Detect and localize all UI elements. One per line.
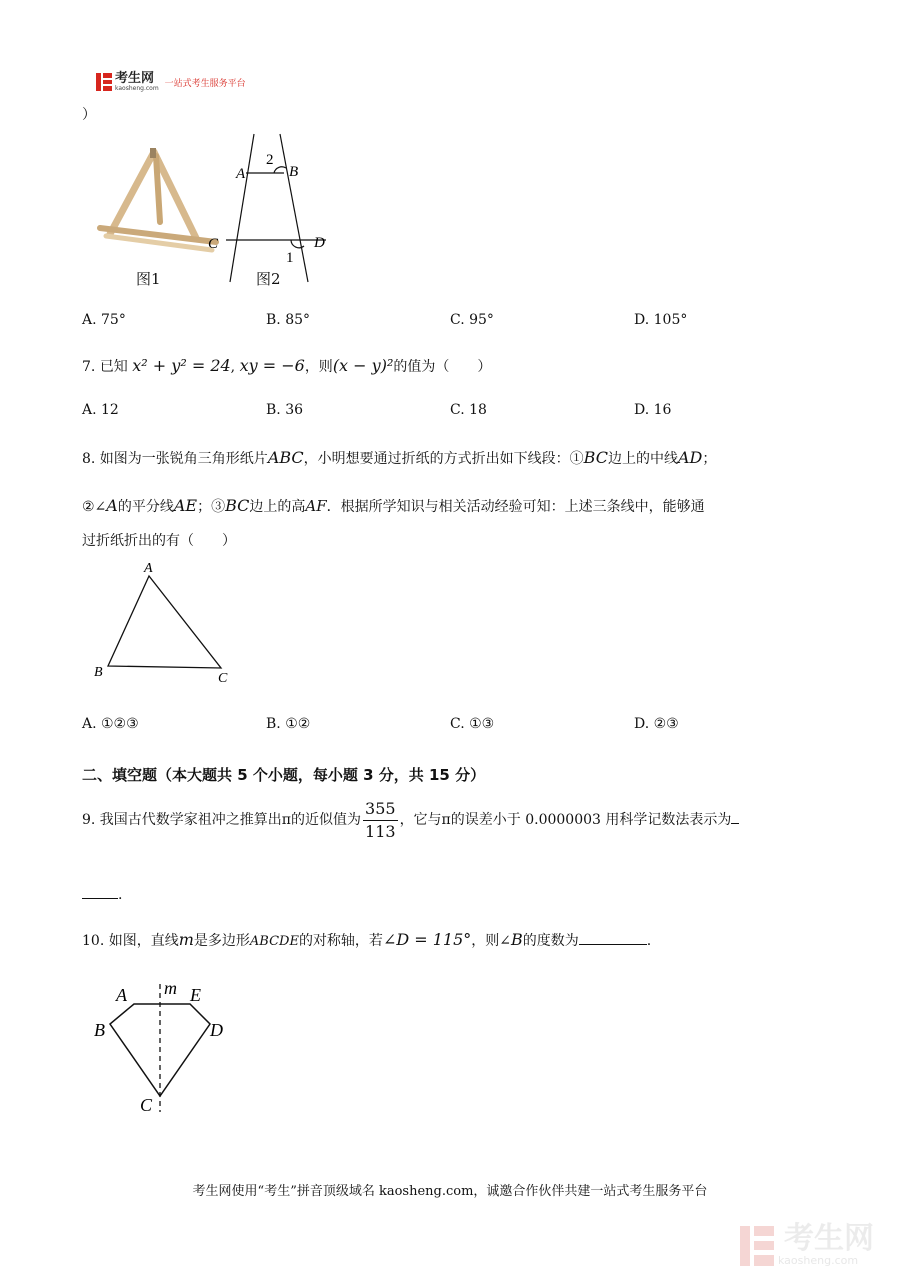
q8-text: ； [702, 451, 717, 467]
q7-post: 的值为（ ） [393, 359, 492, 375]
watermark-domain: kaosheng.com [778, 1254, 859, 1267]
q9-answer-blank-a[interactable] [731, 811, 739, 824]
watermark [740, 1221, 874, 1267]
q8-text: ；③ [197, 499, 226, 515]
easel-hinge [150, 148, 156, 158]
q8-text: 8. 如图为一张锐角三角形纸片 [82, 451, 268, 467]
q8-text: ，小明想要通过折纸的方式折出如下线段：① [303, 451, 584, 467]
watermark-name: 考生网 [784, 1221, 874, 1256]
line-right [280, 134, 308, 282]
q8-option-c[interactable]: C. ①③ [450, 716, 495, 732]
question-10 [82, 930, 651, 950]
triangle-abc [108, 576, 221, 668]
q7-eq1: x² + y² = 24 [132, 356, 231, 375]
watermark-icon [740, 1226, 774, 1266]
label-A: A [236, 166, 246, 182]
q7-number: 7. [82, 359, 96, 375]
tri-label-B: B [94, 665, 103, 680]
q8-bc: BC [583, 448, 608, 467]
q8-line-2 [82, 496, 705, 516]
fig2-caption: 图2 [256, 270, 281, 288]
q8-line-1 [82, 448, 716, 468]
logo-domain: kaosheng.com [115, 85, 159, 92]
q8-bc: BC [225, 496, 250, 515]
q7-sep1: , [230, 359, 236, 375]
q8-ad: AD [677, 448, 703, 467]
label-C: C [208, 236, 219, 252]
q8-option-a[interactable]: A. ①②③ [82, 716, 139, 732]
q7-sep2: ，则 [304, 359, 333, 375]
label-D: D [314, 235, 325, 251]
q8-text: ．根据所学知识与相关活动经验可知：上述三条线中，能够通 [326, 499, 705, 515]
easel-leg-left [110, 152, 154, 234]
q9-end: . [118, 887, 123, 903]
q9-fraction [363, 800, 398, 840]
q8-ae: AE [173, 496, 198, 515]
pent-label-C: C [140, 1095, 153, 1115]
q7-expr: (x − y)² [332, 356, 394, 375]
q7-pre: 已知 [99, 359, 128, 375]
q8-angle-a: A [106, 496, 118, 515]
q6-option-d[interactable]: D. 105° [634, 312, 688, 328]
q10-text: 10. 如图，直线 [82, 933, 179, 949]
q9-answer-blank-b[interactable] [82, 886, 118, 899]
pent-label-m: m [164, 978, 177, 998]
q6-option-a[interactable]: A. 75° [82, 312, 126, 328]
tri-label-A: A [144, 561, 153, 576]
q7-option-c[interactable]: C. 18 [450, 402, 487, 418]
label-B: B [289, 164, 299, 180]
q7-option-a[interactable]: A. 12 [82, 402, 119, 418]
easel-leg-back [156, 156, 160, 222]
section-title: 二、填空题（本大题共 5 个小题，每小题 3 分，共 15 分） [82, 766, 486, 784]
q8-text: 边上的高 [249, 499, 306, 515]
footer-text: 考生网使用“考生”拼音顶级域名 kaosheng.com，诚邀合作伙伴共建一站式考生服务平台 [192, 1184, 708, 1199]
q8-text: ②∠ [82, 499, 107, 515]
q10-end: . [646, 933, 652, 949]
q8-text: 的平分线 [117, 499, 174, 515]
label-angle-2: 2 [266, 152, 274, 168]
q9-pre: 9. 我国古代数学家祖冲之推算出π的近似值为 [82, 812, 362, 829]
pent-label-D: D [210, 1020, 223, 1040]
angle-2-arc [274, 167, 286, 173]
triangle-figure [88, 558, 248, 688]
question-7 [82, 356, 491, 376]
q7-eq2: xy = −6 [239, 356, 305, 375]
pent-label-A: A [116, 985, 127, 1005]
fig1-caption: 图1 [136, 270, 161, 288]
q6-option-b[interactable]: B. 85° [266, 312, 311, 328]
q10-poly: ABCDE [249, 934, 299, 949]
logo-icon [96, 73, 112, 91]
q10-text: ，则∠ [471, 933, 512, 949]
label-angle-1: 1 [286, 250, 294, 266]
q10-text: 是多边形 [193, 933, 250, 949]
angle-1-arc [291, 240, 304, 248]
line-left [230, 134, 254, 282]
q9-post: ，它与π的误差小于 0.0000003 用科学记数法表示为 [399, 812, 732, 829]
q7-option-b[interactable]: B. 36 [266, 402, 304, 418]
q10-angle-d: ∠D = 115° [382, 930, 472, 949]
q10-text: 的对称轴，若 [298, 933, 383, 949]
question-9 [82, 800, 739, 840]
q6-tail: ） [82, 107, 96, 123]
tri-label-C: C [218, 671, 228, 686]
q8-af: AF [305, 497, 327, 515]
q7-option-d[interactable]: D. 16 [634, 402, 672, 418]
site-logo [96, 72, 246, 92]
logo-slogan: 一站式考生服务平台 [164, 78, 246, 89]
q8-option-d[interactable]: D. ②③ [634, 716, 679, 732]
q10-answer-blank[interactable] [579, 932, 647, 945]
q10-b: B [511, 930, 523, 949]
pentagon-figure [90, 974, 240, 1118]
q9-numerator: 355 [363, 800, 398, 821]
geometry-figure-2 [200, 130, 340, 290]
q8-option-b[interactable]: B. ①② [266, 716, 311, 732]
q8-line-3: 过折纸折出的有（ ） [82, 533, 236, 549]
pent-label-E: E [190, 985, 201, 1005]
q9-blank-line [82, 886, 122, 903]
q8-abc: ABC [267, 448, 304, 467]
pent-label-B: B [94, 1020, 105, 1040]
q6-option-c[interactable]: C. 95° [450, 312, 494, 328]
logo-name: 考生网 [115, 71, 155, 86]
q10-text: 的度数为 [522, 933, 579, 949]
q9-denominator: 113 [365, 821, 396, 841]
q10-m: m [178, 930, 194, 949]
q8-text: 边上的中线 [607, 451, 678, 467]
